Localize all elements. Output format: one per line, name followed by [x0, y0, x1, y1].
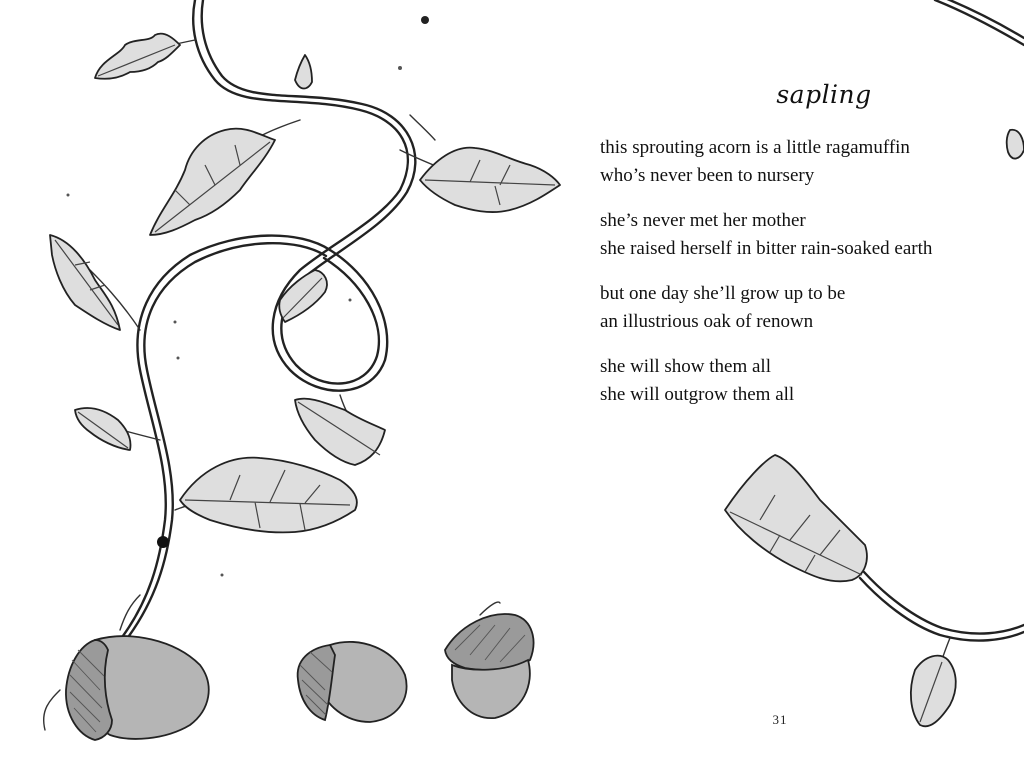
- poem-line: this sprouting acorn is a little ragamuffin: [600, 137, 910, 158]
- stanza: [600, 353, 1020, 409]
- poem-line: she raised herself in bitter rain-soaked earth: [600, 238, 933, 259]
- poem-line: she will outgrow them all: [600, 384, 795, 405]
- poem-line: an illustrious oak of renown: [600, 311, 814, 332]
- poem-line: but one day she’ll grow up to be: [600, 283, 846, 304]
- poem-body: [600, 134, 1020, 426]
- poem-title: sapling: [776, 80, 872, 109]
- stanza: [600, 280, 1020, 336]
- poem-line: she will show them all: [600, 356, 771, 377]
- stanza: [600, 134, 1020, 190]
- oak-leaves: [50, 34, 560, 533]
- stanza: [600, 207, 1020, 263]
- poem-line: who’s never been to nursery: [600, 165, 815, 186]
- right-page: [580, 0, 1024, 767]
- poem-line: she’s never met her mother: [600, 210, 806, 231]
- vine-stem: [90, 0, 470, 640]
- page-number: 31: [772, 712, 788, 727]
- acorns: [44, 595, 534, 740]
